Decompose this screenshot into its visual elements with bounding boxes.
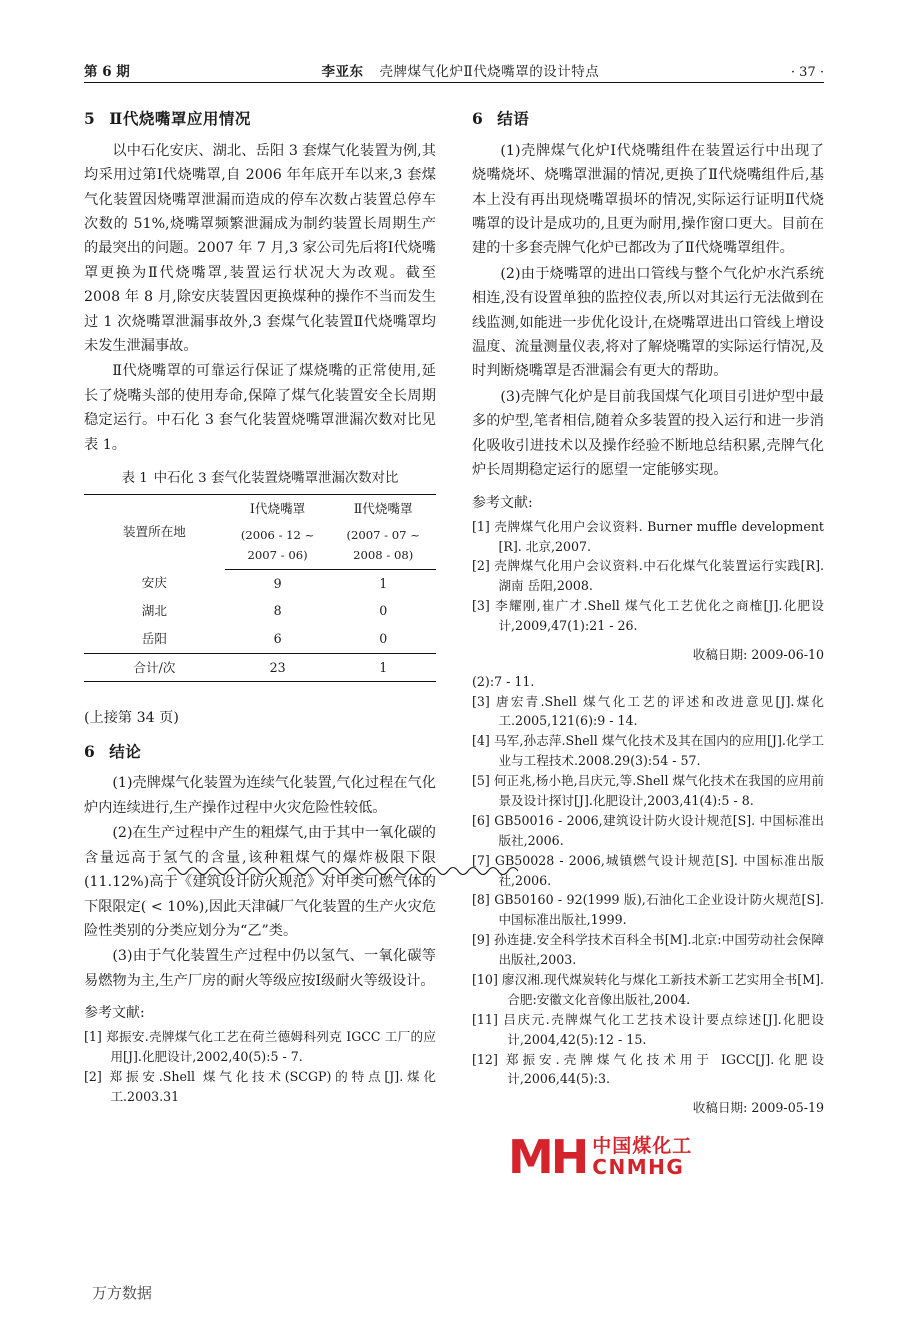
continued-from-note: (上接第 34 页) [84, 710, 179, 727]
running-title [130, 60, 791, 80]
reference-item: [11] 吕庆元.壳牌煤气化工艺技术设计要点综述[J].化肥设计,2004,42(5):12 - 15. [472, 1011, 824, 1047]
cnmhg-logo [508, 1128, 758, 1186]
paragraph: (2)由于烧嘴罩的进出口管线与整个气化炉水汽系统相连,没有设置单独的监控仪表,所以对其运行无法做到在线监测,如能进一步优化设计,在烧嘴罩进出口管线上增设温度、流量测量仪表,将对了解烧嘴罩的实际运行情况,及时判断烧嘴罩是否泄漏会有更大的帮助。 [472, 265, 824, 380]
cell-gen2: 1 [330, 653, 436, 682]
section-heading-6-right [472, 106, 824, 133]
section-number-6-left: 6 [84, 741, 96, 761]
cell-gen1: 9 [273, 575, 282, 591]
reference-item: [12] 郑振安.壳牌煤气化技术用于 IGCC[J].化肥设计,2006,44(5):3. [472, 1051, 824, 1087]
reference-item: [9] 孙连捷.安全科学技术百科全书[M].北京:中国劳动社会保障出版社,2003. [472, 932, 824, 968]
references-heading-right-top: 参考文献: [472, 494, 533, 511]
cell-gen1: 23 [225, 653, 331, 682]
reference-item: [7] GB50028 - 2006,城镇燃气设计规范[S]. 中国标准出版社,2006. [472, 852, 824, 888]
author-name: 李亚东 [321, 64, 364, 80]
wavy-separator [168, 862, 520, 876]
logo-chinese-name: 中国煤化工 [592, 1134, 693, 1157]
paragraph: (3)壳牌气化炉是目前我国煤气化项目引进炉型中最多的炉型,笔者相信,随着众多装置的投入运行和进一步消化吸收引进技术以及操作经验不断地总结积累,壳牌气化炉长周期稳定运行的愿望一定能够实现。 [472, 388, 824, 479]
section-number-6-right: 6 [472, 109, 484, 128]
article-title: 壳牌煤气化炉Ⅱ代烧嘴罩的设计特点 [379, 64, 600, 80]
cell-gen2: 1 [379, 575, 388, 591]
table-number: 表 1 [121, 471, 148, 487]
table-caption-text: 中石化 3 套气化装置烧嘴罩泄漏次数对比 [153, 471, 399, 487]
table-header-gen1-period: (2006 - 12 ~ 2007 - 06) [225, 523, 331, 569]
table-row [84, 597, 436, 625]
section-number-5: 5 [84, 109, 96, 128]
section-title-5: Ⅱ代烧嘴罩应用情况 [109, 109, 251, 128]
left-column [84, 106, 436, 1107]
reference-item: [3] 李耀刚,崔广才.Shell 煤气化工艺优化之商榷[J].化肥设计,2009,47(1):21 - 26. [472, 598, 824, 634]
page-number: · 37 · [790, 65, 824, 80]
section-heading-6-left [84, 739, 436, 766]
logo-words [592, 1136, 692, 1179]
paragraph: (2)在生产过程中产生的粗煤气,由于其中一氧化碳的含量远高于氢气的含量,该种粗煤气的爆炸极限下限(11.12%)高于《建筑设计防火规范》对甲类可燃气体的下限限定( < 10%),因此天津碱厂气化装置的生产火灾危险性类别的分类应划分为“乙”类。 [84, 825, 436, 939]
references-heading-left: 参考文献: [84, 1005, 145, 1022]
paragraph: (1)壳牌煤气化装置为连续气化装置,气化过程在气化炉内连续进行,生产操作过程中火灾危险性较低。 [84, 775, 436, 816]
paragraph: Ⅱ代烧嘴罩的可靠运行保证了煤烧嘴的正常使用,延长了烧嘴头部的使用寿命,保障了煤气化装置安全长周期稳定运行。中石化 3 套气化装置烧嘴罩泄漏次数对比见表 1。 [84, 363, 436, 453]
cell-gen2: 0 [379, 631, 388, 647]
header-divider [84, 82, 824, 83]
table-header-place: 装置所在地 [84, 495, 225, 570]
reference-item: [6] GB50016 - 2006,建筑设计防火设计规范[S]. 中国标准出版社,2006. [472, 812, 824, 848]
cell-place: 湖北 [141, 603, 167, 619]
reference-item: [4] 马军,孙志萍.Shell 煤气化技术及其在国内的应用[J].化学工业与工程技术.2008.29(3):54 - 57. [472, 733, 824, 769]
table-header-gen2: Ⅱ代烧嘴罩 [330, 495, 436, 523]
right-column [472, 106, 824, 1119]
reference-item: [8] GB50160 - 92(1999 版),石油化工企业设计防火规范[S]. 中国标准出版社,1999. [472, 892, 824, 928]
cell-gen1: 6 [273, 631, 282, 647]
leak-count-table [84, 494, 436, 682]
wanfang-watermark: 万方数据 [92, 1284, 153, 1302]
section-heading-5 [84, 106, 436, 133]
table-caption [84, 467, 436, 490]
reference-item: [1] 郑振安.壳牌煤气化工艺在荷兰德姆科列克 IGCC 工厂的应用[J].化肥设计,2002,40(5):5 - 7. [84, 1029, 436, 1065]
section-title-6-left: 结论 [109, 741, 142, 761]
received-date-bottom: 收稿日期: 2009-05-19 [692, 1100, 824, 1116]
cell-gen2: 0 [379, 603, 388, 619]
table-header-gen1: Ⅰ代烧嘴罩 [225, 495, 331, 523]
table-row [84, 569, 436, 597]
paragraph: (3)由于气化装置生产过程中仍以氢气、一氧化碳等易燃物为主,生产厂房的耐火等级应按Ⅰ级耐火等级设计。 [84, 948, 436, 989]
received-date-top: 收稿日期: 2009-06-10 [692, 646, 824, 662]
reference-item: [2] 郑振安.Shell 煤气化技术(SCGP)的特点[J].煤化工.2003.31 [84, 1069, 436, 1104]
paragraph: (1)壳牌煤气化炉Ⅰ代烧嘴组件在装置运行中出现了烧嘴烧坏、烧嘴罩泄漏的情况,更换了Ⅱ代烧嘴组件后,基本上没有再出现烧嘴罩损坏的情况,实际运行证明Ⅱ代烧嘴罩的设计是成功的,且更为耐用,操作窗口更大。目前在建的十多套壳牌气化炉已都改为了Ⅱ代烧嘴罩组件。 [472, 142, 824, 257]
logo-mark: МН [508, 1130, 587, 1184]
cell-place: 安庆 [141, 575, 167, 591]
cell-gen1: 8 [273, 603, 282, 619]
cell-place: 岳阳 [141, 631, 167, 647]
running-head [84, 60, 824, 80]
issue-number: 第 6 期 [84, 64, 130, 80]
table-header-gen2-period: (2007 - 07 ~ 2008 - 08) [330, 523, 436, 569]
reference-item: [1] 壳牌煤气化用户会议资料. Burner muffle development [R]. 北京,2007. [472, 518, 824, 554]
cell-place: 合计/次 [84, 653, 225, 682]
section-title-6-right: 结语 [497, 109, 530, 128]
logo-english-name: CNMHG [592, 1155, 685, 1180]
paragraph: 以中石化安庆、湖北、岳阳 3 套煤气化装置为例,其均采用过第Ⅰ代烧嘴罩,自 2006 年年底开车以来,3 套煤气化装置因烧嘴罩泄漏而造成的停车次数占装置总停车次数的 51%,烧嘴罩频繁泄漏成为制约装置长周期生产的最突出的问题。2007 年 7 月,3 家公司先后将Ⅰ代烧嘴罩更换为Ⅱ代烧嘴罩,装置运行状况大为改观。截至 2008 年 8 月,除安庆装置因更换煤种的操作不当而发生过 1 次烧嘴罩泄漏事故外,3 套煤气化装置Ⅱ代烧嘴罩均未发生泄漏事故。 [84, 142, 436, 355]
table-row [84, 625, 436, 653]
table-total-row [84, 653, 436, 682]
reference-item: [10] 廖汉湘.现代煤炭转化与煤化工新技术新工艺实用全书[M]. 合肥:安徽文化音像出版社,2004. [472, 972, 824, 1007]
reference-item: [3] 唐宏青.Shell 煤气化工艺的评述和改进意见[J].煤化工.2005,121(6):9 - 14. [472, 693, 824, 729]
reference-item: [5] 何正兆,杨小艳,吕庆元,等.Shell 煤气化技术在我国的应用前景及设计探讨[J].化肥设计,2003,41(4):5 - 8. [472, 773, 824, 808]
reference-item: (2):7 - 11. [472, 673, 535, 689]
reference-item: [2] 壳牌煤气化用户会议资料.中石化煤气化装置运行实践[R]. 湖南 岳阳,2008. [472, 558, 824, 594]
